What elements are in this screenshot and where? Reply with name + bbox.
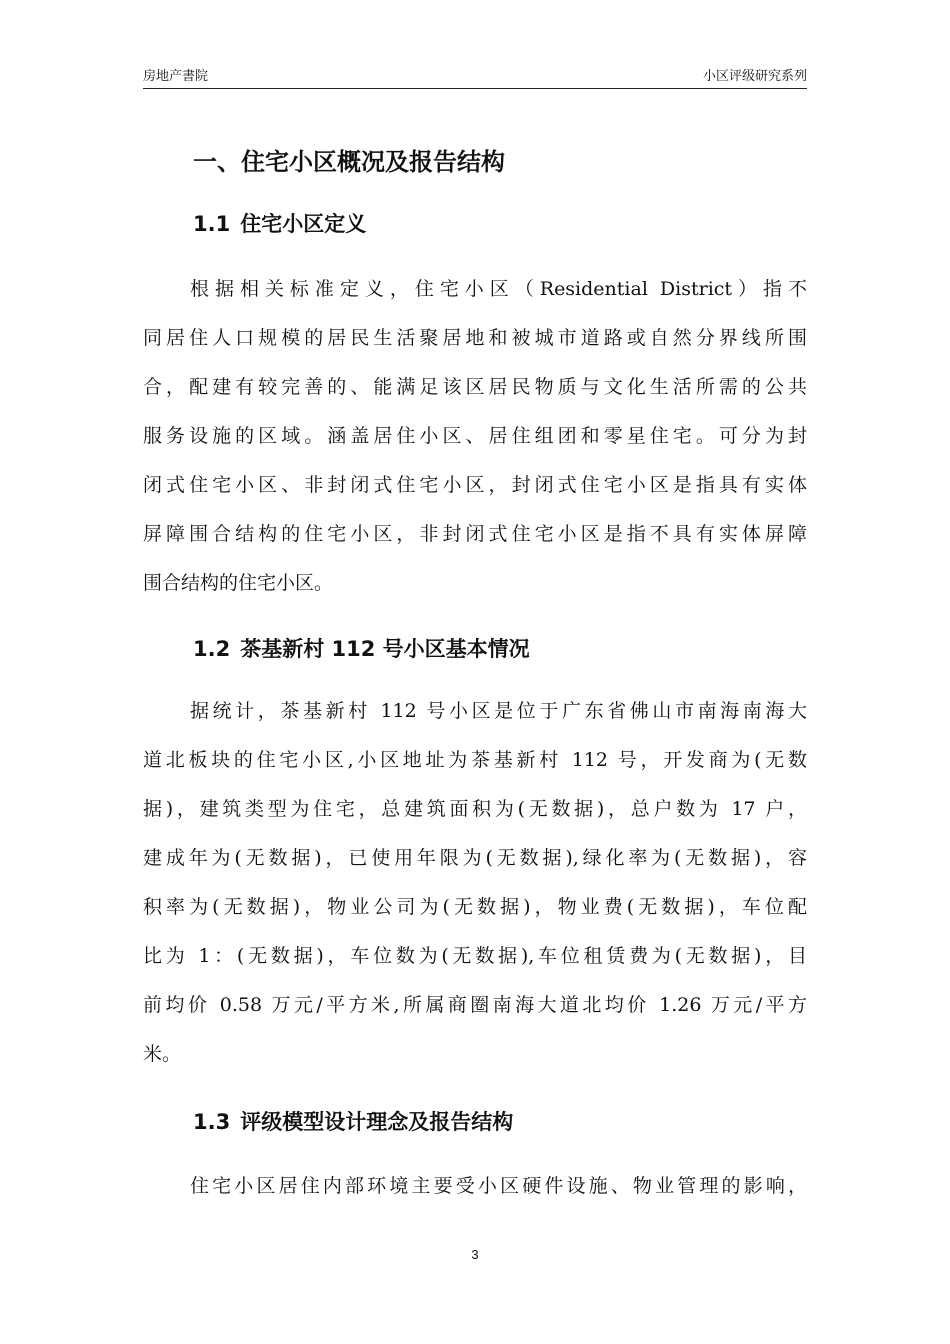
text-line: 据统计，茶基新村 112 号小区是位于广东省佛山市南海南海大	[190, 700, 807, 722]
text-line: 合，配建有较完善的、能满足该区居民物质与文化生活所需的公共	[143, 376, 807, 398]
text-line: 米。	[143, 1043, 182, 1065]
text-line: 同居住人口规模的居民生活聚居地和被城市道路或自然分界线所围	[143, 327, 807, 349]
section-title: 评级模型设计理念及报告结构	[240, 1110, 514, 1134]
text-line: 积率为(无数据)，物业公司为(无数据)，物业费(无数据)，车位配	[143, 896, 807, 918]
text-line: 服务设施的区域。涵盖居住小区、居住组团和零星住宅。可分为封	[143, 425, 807, 447]
section-heading-1-3	[193, 1106, 513, 1138]
text-line: 前均价 0.58 万元/平方米,所属商圈南海大道北均价 1.26 万元/平方	[143, 994, 807, 1016]
page-header	[143, 64, 807, 89]
section-number: 1.3	[193, 1110, 231, 1134]
text-line: 住宅小区居住内部环境主要受小区硬件设施、物业管理的影响，	[190, 1175, 807, 1197]
page-number: 3	[471, 1247, 479, 1262]
header-series-title: 小区评级研究系列	[702, 68, 807, 83]
chapter-heading: 一、住宅小区概况及报告结构	[193, 148, 505, 176]
section-title: 住宅小区定义	[240, 212, 367, 236]
text-line: 比为 1：(无数据)，车位数为(无数据),车位租赁费为(无数据)，目	[143, 945, 807, 967]
text-line: 根据相关标准定义，住宅小区（Residential District）指不	[190, 278, 807, 300]
text-line: 据)，建筑类型为住宅，总建筑面积为(无数据)，总户数为 17 户，	[143, 798, 807, 820]
section-heading-1-1	[193, 208, 366, 240]
text-line: 道北板块的住宅小区,小区地址为茶基新村 112 号，开发商为(无数	[143, 749, 807, 771]
text-line: 闭式住宅小区、非封闭式住宅小区，封闭式住宅小区是指具有实体	[143, 474, 807, 496]
section-number: 1.2	[193, 637, 231, 661]
text-line: 屏障围合结构的住宅小区，非封闭式住宅小区是指不具有实体屏障	[143, 523, 807, 545]
header-publisher: 房地产書院	[143, 68, 209, 83]
section-heading-1-2	[193, 633, 530, 665]
text-line: 围合结构的住宅小区。	[143, 572, 334, 594]
section-number: 1.1	[193, 212, 231, 236]
section-title: 茶基新村 112 号小区基本情况	[240, 637, 530, 661]
text-line: 建成年为(无数据)，已使用年限为(无数据),绿化率为(无数据)，容	[143, 847, 807, 869]
